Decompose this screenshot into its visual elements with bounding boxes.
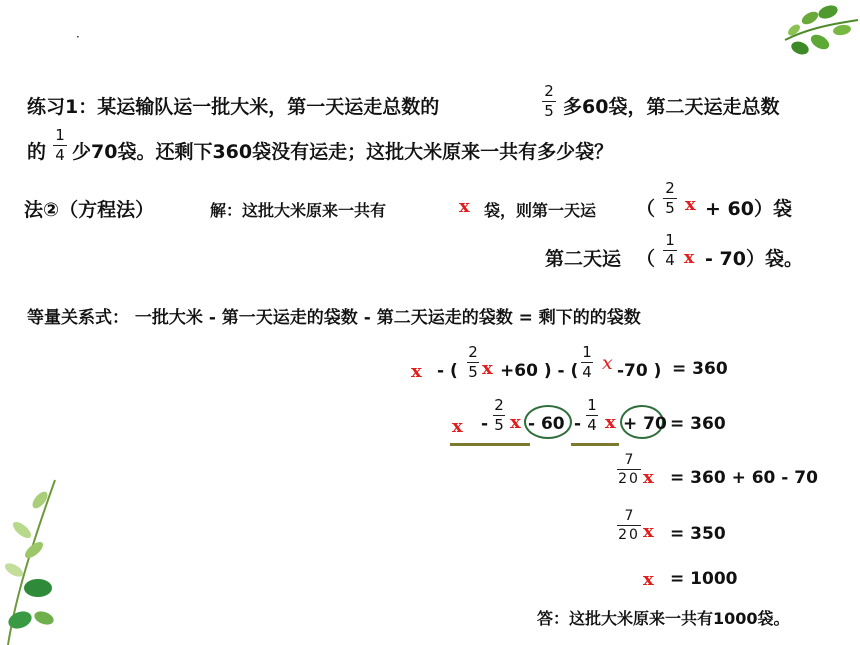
eq4-fraction: 7 20 xyxy=(618,508,640,543)
eq1-x: x xyxy=(411,361,422,382)
problem-line1-tail: 多60袋，第二天运走总数 xyxy=(563,96,780,118)
eq3-x: x xyxy=(643,467,654,488)
day2-label: 第二天运 xyxy=(545,248,622,270)
eq1-fraction-b: 1 4 xyxy=(582,343,592,381)
method-intro-tail: 袋，则第一天运 xyxy=(484,201,597,220)
day1-x: x xyxy=(685,194,696,215)
eq2-x: x xyxy=(452,416,463,437)
leaf-decoration-bottom-left-icon xyxy=(0,470,70,645)
eq1-fraction-a: 2 5 xyxy=(468,343,478,381)
eq4-x: x xyxy=(643,521,654,542)
dot-mark: · xyxy=(76,30,80,44)
eq2-plus-70: + 70 xyxy=(623,414,667,434)
eq2-fraction-b: 1 4 xyxy=(587,396,597,434)
eq1-x2: x xyxy=(482,358,493,379)
day2-fraction: 1 4 xyxy=(663,233,677,268)
eq1-part-c: -70 ) xyxy=(617,361,662,381)
answer-text: 答：这批大米原来一共有1000袋。 xyxy=(537,609,790,628)
eq2-rhs: = 360 xyxy=(670,414,726,434)
day2-open-paren: （ xyxy=(636,248,656,270)
method-title: 法②（方程法） xyxy=(24,199,155,221)
eq5-x: x xyxy=(643,569,654,590)
eq1-x3: x xyxy=(602,352,613,374)
day2-expression-tail: - 70）袋。 xyxy=(705,248,803,270)
eq3-fraction: 7 20 xyxy=(618,452,640,487)
eq4-rhs: = 350 xyxy=(670,524,726,544)
problem-fraction-one-quarter: 1 4 xyxy=(53,128,67,163)
day1-fraction: 2 5 xyxy=(663,181,677,216)
problem-line1-text: 练习1：某运输队运一批大米，第一天运走总数的 xyxy=(27,96,440,118)
problem-fraction-two-fifths: 2 5 xyxy=(542,84,556,119)
eq1-rhs: = 360 xyxy=(672,359,728,379)
underline-first-group xyxy=(450,443,530,446)
method-intro: 解：这批大米原来一共有 xyxy=(210,201,387,220)
leaf-decoration-top-right-icon xyxy=(780,0,860,70)
eq2-fraction-a: 2 5 xyxy=(494,396,504,434)
eq2-x2: x xyxy=(510,412,521,433)
eq5-rhs: = 1000 xyxy=(670,569,738,589)
equivalence-relation: 等量关系式： 一批大米 - 第一天运走的袋数 - 第二天运走的袋数 = 剩下的的袋数 xyxy=(27,308,641,328)
eq2-minus2: - xyxy=(574,414,582,434)
eq2-minus: - xyxy=(481,414,489,434)
eq2-x3: x xyxy=(605,412,616,433)
problem-line2-lead: 的 xyxy=(27,141,47,163)
eq2-minus-60: - 60 xyxy=(528,414,565,434)
eq1-part-b: +60 ) - ( xyxy=(500,361,579,381)
problem-line2-text: 少70袋。还剩下360袋没有运走；这批大米原来一共有多少袋？ xyxy=(72,141,614,163)
underline-second-group xyxy=(571,443,619,446)
day1-expression-tail: + 60）袋 xyxy=(705,198,792,220)
day1-open-paren: （ xyxy=(636,198,656,220)
eq1-part-a: - ( xyxy=(437,361,458,381)
eq3-rhs: = 360 + 60 - 70 xyxy=(670,468,818,488)
variable-x: x xyxy=(459,196,470,217)
day2-x: x xyxy=(684,248,695,268)
